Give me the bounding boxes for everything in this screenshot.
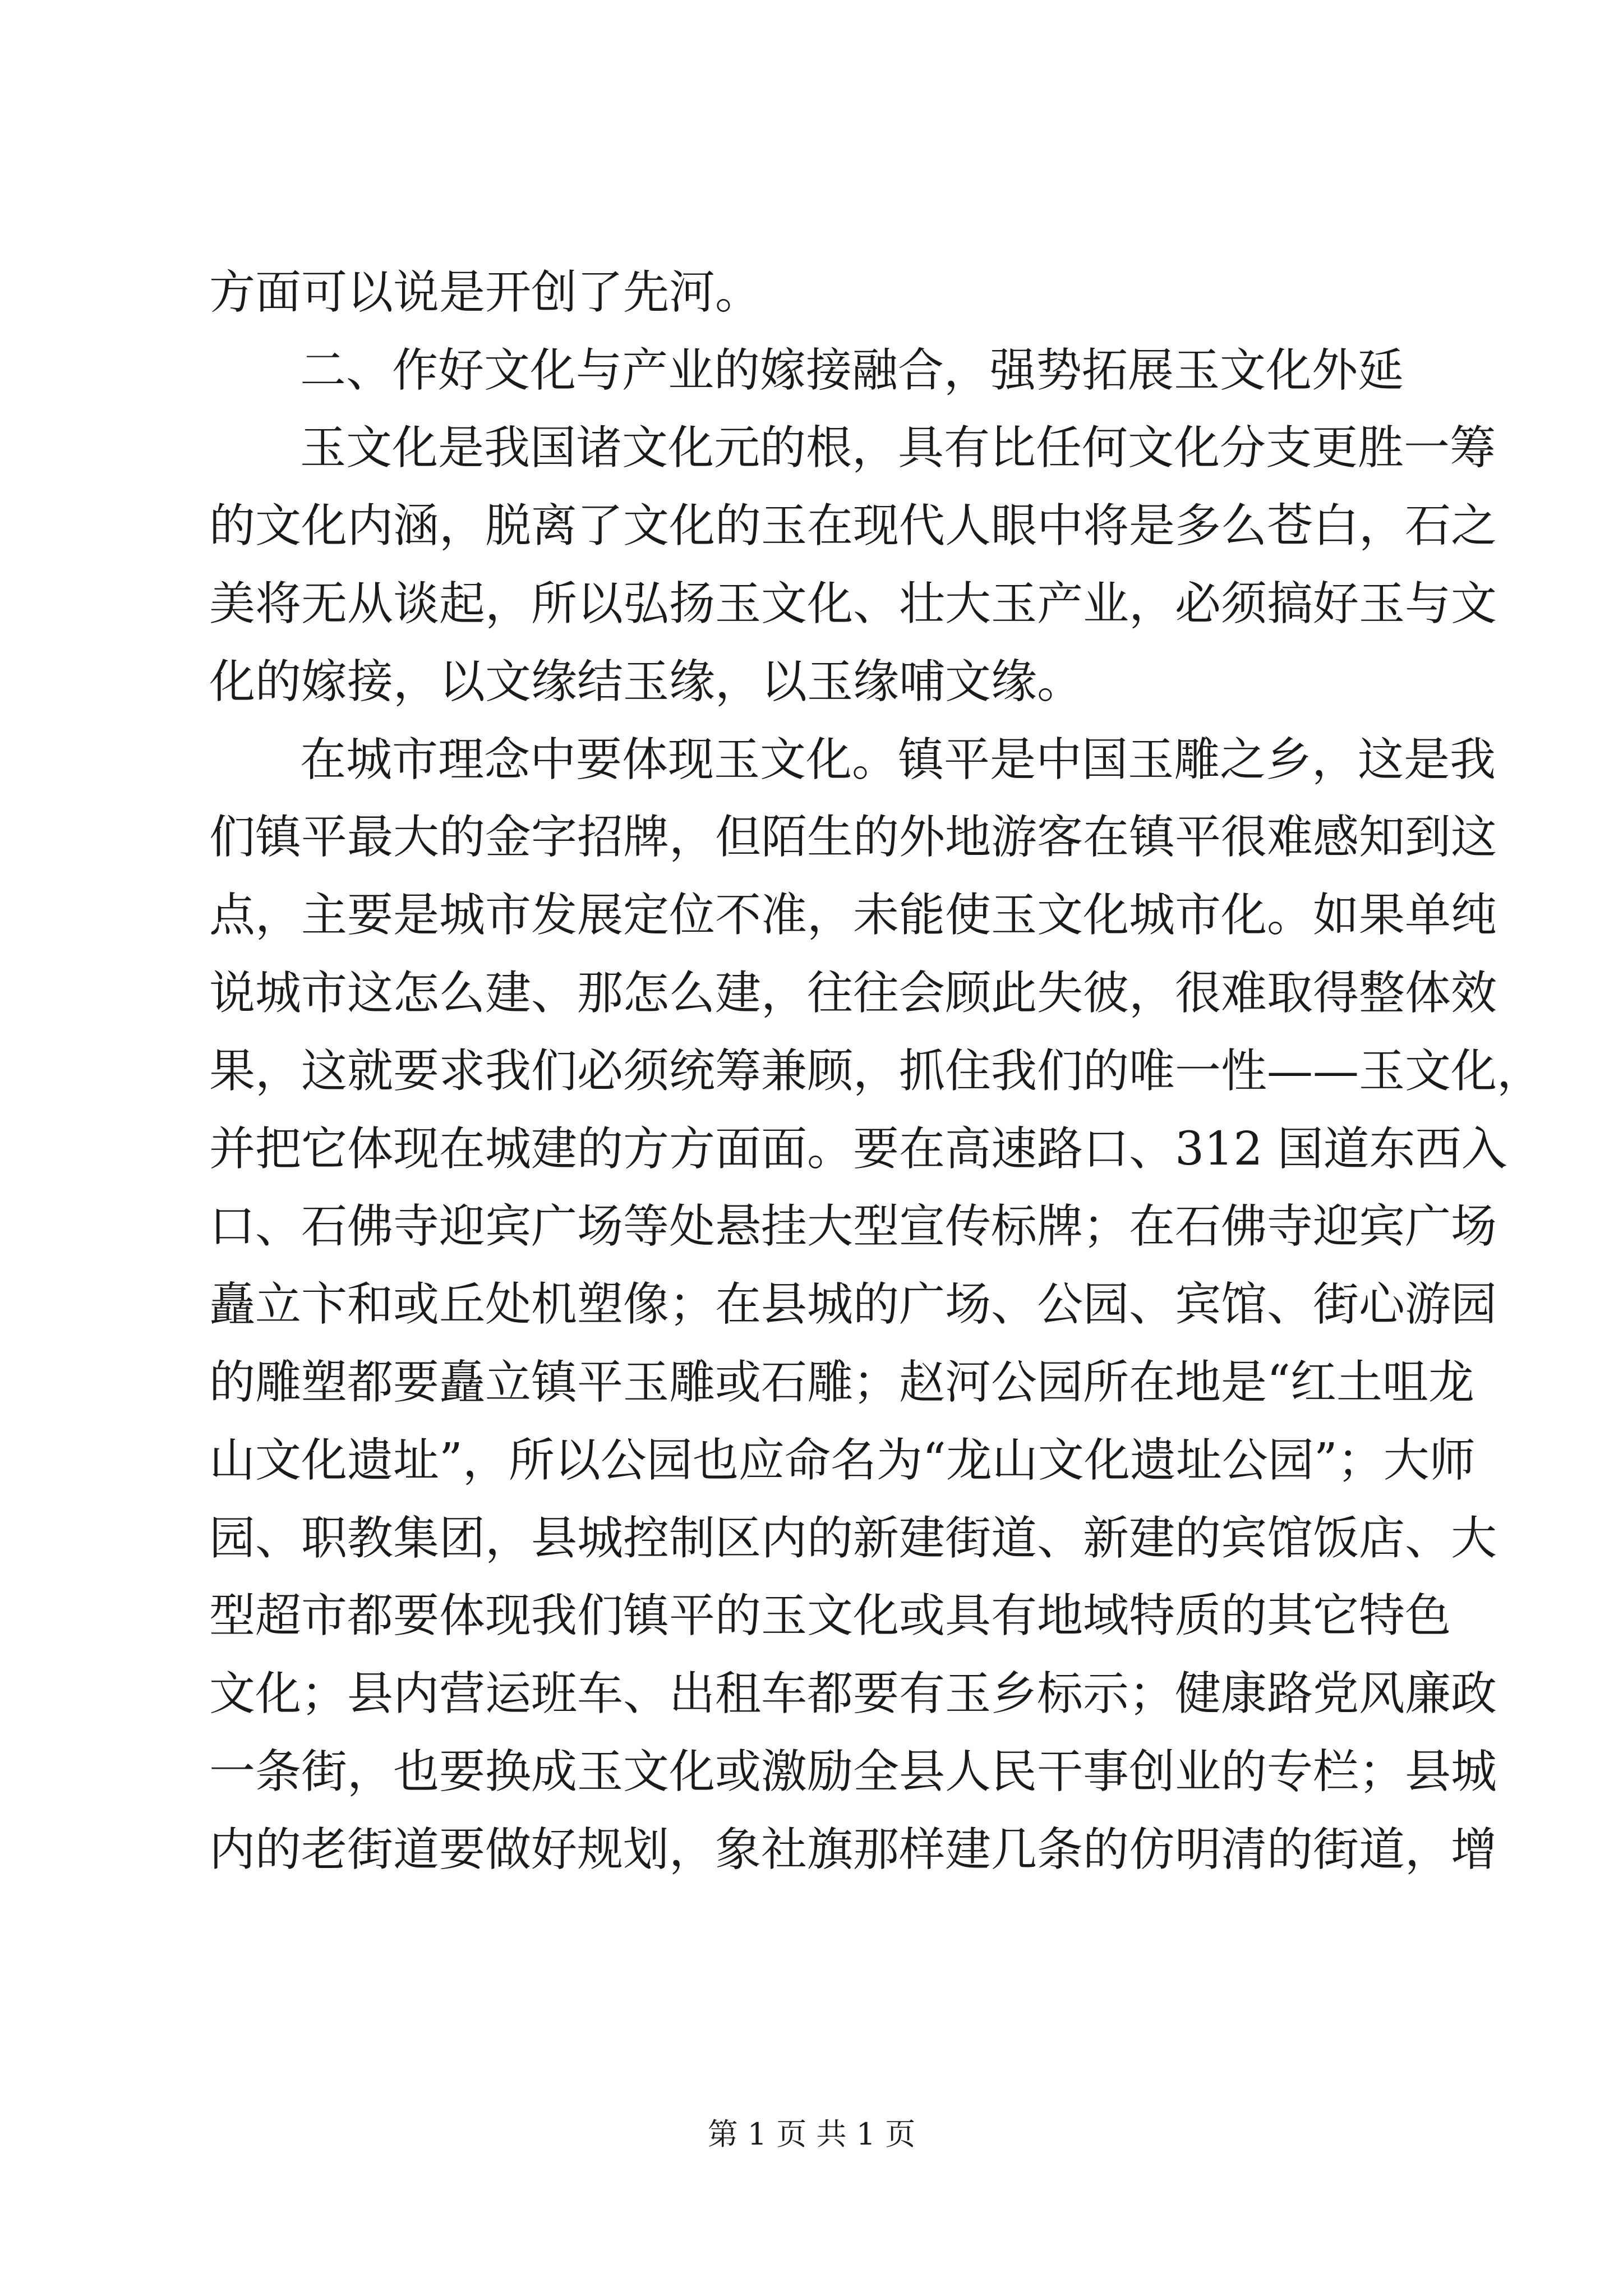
line-text: 二、作好文化与产业的嫁接融合，强势拓展玉文化外延 xyxy=(300,344,1404,397)
line-text: 矗立卞和或丘处机塑像；在县城的广场、公园、宾馆、街心游园 xyxy=(209,1278,1497,1331)
line-text: 美将无从谈起，所以弘扬玉文化、壮大玉产业，必须搞好玉与文 xyxy=(209,577,1497,631)
line-text: 说城市这怎么建、那怎么建，往往会顾此失彼，很难取得整体效 xyxy=(209,967,1497,1020)
text-line xyxy=(0,1027,1623,1116)
text-line xyxy=(0,1571,1623,1661)
page-number-footer: 第 1 页 共 1 页 xyxy=(707,2116,916,2152)
text-line xyxy=(0,1338,1623,1428)
line-text: 化的嫁接，以文缘结玉缘，以玉缘哺文缘。 xyxy=(209,655,1083,708)
line-text: 方面可以说是开创了先河。 xyxy=(209,266,762,319)
line-text: 园、职教集团，县城控制区内的新建街道、新建的宾馆饭店、大 xyxy=(209,1512,1497,1565)
line-text: 们镇平最大的金字招牌，但陌生的外地游客在镇平很难感知到这 xyxy=(209,811,1497,864)
text-line xyxy=(0,248,1623,338)
line-text: 山文化遗址”，所以公园也应命名为“龙山文化遗址公园”；大师 xyxy=(209,1434,1476,1487)
line-text: 口、石佛寺迎宾广场等处悬挂大型宣传标牌；在石佛寺迎宾广场 xyxy=(209,1200,1497,1253)
text-line xyxy=(0,793,1623,882)
line-text: 果，这就要求我们必须统筹兼顾，抓住我们的唯一性——玉文化， xyxy=(209,1045,1543,1098)
text-line xyxy=(0,637,1623,727)
text-line xyxy=(0,1805,1623,1895)
text-line xyxy=(0,1260,1623,1350)
text-line xyxy=(0,871,1623,960)
line-text: 在城市理念中要体现玉文化。镇平是中国玉雕之乡，这是我 xyxy=(300,733,1496,786)
text-line xyxy=(0,481,1623,571)
text-line xyxy=(0,1727,1623,1817)
line-text: 内的老街道要做好规划，象社旗那样建几条的仿明清的街道，增 xyxy=(209,1823,1497,1876)
text-line xyxy=(0,1416,1623,1506)
line-text: 点，主要是城市发展定位不准，未能使玉文化城市化。如果单纯 xyxy=(209,889,1497,942)
text-line xyxy=(0,403,1623,493)
section-heading xyxy=(0,326,1623,416)
text-line xyxy=(0,1494,1623,1584)
line-text: 的文化内涵，脱离了文化的玉在现代人眼中将是多么苍白，石之 xyxy=(209,499,1497,553)
line-text: 一条街，也要换成玉文化或激励全县人民干事创业的专栏；县城 xyxy=(209,1745,1497,1798)
text-line xyxy=(0,1182,1623,1272)
text-line xyxy=(0,1649,1623,1739)
text-line xyxy=(0,949,1623,1038)
text-line xyxy=(0,559,1623,649)
line-text: 玉文化是我国诸文化元的根，具有比任何文化分支更胜一筹 xyxy=(300,421,1496,475)
line-text: 的雕塑都要矗立镇平玉雕或石雕；赵河公园所在地是“红土咀龙 xyxy=(209,1356,1474,1409)
text-line xyxy=(0,1105,1623,1194)
text-line xyxy=(0,715,1623,805)
line-text: 型超市都要体现我们镇平的玉文化或具有地域特质的其它特色 xyxy=(209,1589,1451,1642)
line-text: 并把它体现在城建的方方面面。要在高速路口、312 国道东西入 xyxy=(209,1122,1507,1176)
line-text: 文化；县内营运班车、出租车都要有玉乡标示；健康路党风廉政 xyxy=(209,1667,1497,1720)
